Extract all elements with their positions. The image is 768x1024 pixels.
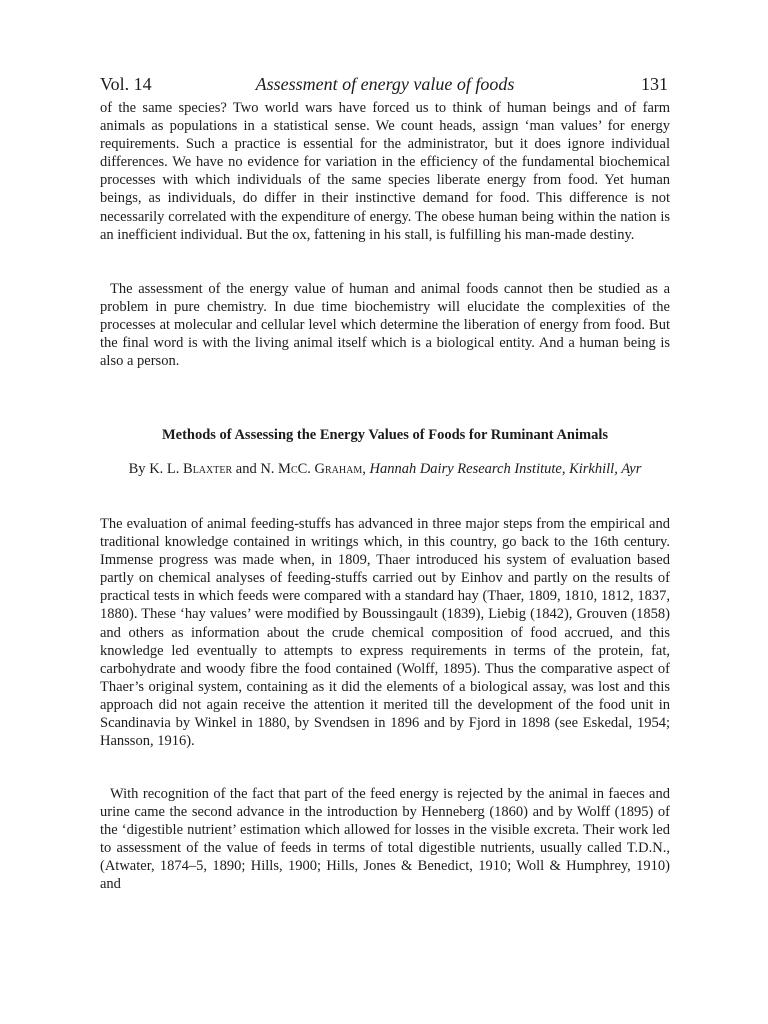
body-paragraph-2: The assessment of the energy value of human and animal foods cannot then be studied as a problem in pure chemistry. In due time biochemistry will elucidate the complexities of the processes at molecular and cellular level which determine the liberation of energy from food. But the final word is with the living animal itself which is a biological entity. And a human being is also a person. — [100, 281, 670, 370]
volume-label: Vol. 14 — [100, 74, 152, 94]
page-number: 131 — [641, 74, 668, 94]
article-paragraph-2: With recognition of the fact that part of the feed energy is rejected by the animal in faeces and urine came the second advance in the introduction by Henneberg (1860) and by Wolff (1895) of the ‘digestible nutrient’ estimation which allowed for losses in the visible excreta. Their work led to assessment of the value of feeds in terms of total digestible nutrients, usually called T.D.N., (Atwater, 1874–5, 1890; Hills, 1900; Hills, Jones & Benedict, 1910; Woll & Humphrey, 1910) and — [100, 786, 670, 893]
author-1: K. L. Blaxter — [149, 461, 233, 477]
article-byline — [100, 460, 670, 479]
article-paragraph-1: The evaluation of animal feeding-stuffs has advanced in three major steps from the empirical and traditional knowledge contained in writings which, in this country, go back to the 16th century. Immense progress was made when, in 1809, Thaer introduced his system of evaluation based partly on chemical analyses of feeding-stuffs carried out by Einhov and partly on the results of practical tests in which feeds were compared with a standard hay (Thaer, 1809, 1810, 1812, 1837, 1880). These ‘hay values’ were modified by Boussingault (1839), Liebig (1842), Grouven (1858) and others as information about the crude chemical composition of food accrued, and this knowledge led eventually to attempts to express requirements in terms of the protein, fat, carbohydrate and woody fibre the food contained (Wolff, 1895). Thus the comparative aspect of Thaer’s original system, containing as it did the elements of a biological assay, was lost and this approach did not again receive the attention it merited till the development of the food unit in Scandinavia by Winkel in 1880, by Svendsen in 1896 and by Fjord in 1898 (see Eskedal, 1954; Hansson, 1916). — [100, 516, 670, 750]
affiliation: Hannah Dairy Research Institute, Kirkhill, Ayr — [369, 461, 642, 477]
body-paragraph-1: of the same species? Two world wars have forced us to think of human beings and of farm animals as populations in a statistical sense. We count heads, assign ‘man values’ for energy requirements. Such a practice is essential for the administrator, but it does ignore individual differences. We have no evidence for variation in the efficiency of the fundamental biochemical processes with which individuals of the same species liberate energy from food. Yet human beings, as individuals, do differ in their instinctive demand for food. This difference is not necessarily correlated with the expenditure of energy. The obese human being within the nation is an inefficient individual. But the ox, fattening in his stall, is fulfilling his man-made destiny. — [100, 100, 670, 243]
byline-by: By — [128, 461, 146, 477]
running-head — [100, 74, 670, 100]
author-2: N. McC. Graham, — [260, 461, 366, 477]
article-title: Methods of Assessing the Energy Values of Foods for Ruminant Animals — [161, 427, 609, 443]
running-title: Assessment of energy value of foods — [255, 74, 515, 94]
byline-and: and — [235, 461, 257, 477]
